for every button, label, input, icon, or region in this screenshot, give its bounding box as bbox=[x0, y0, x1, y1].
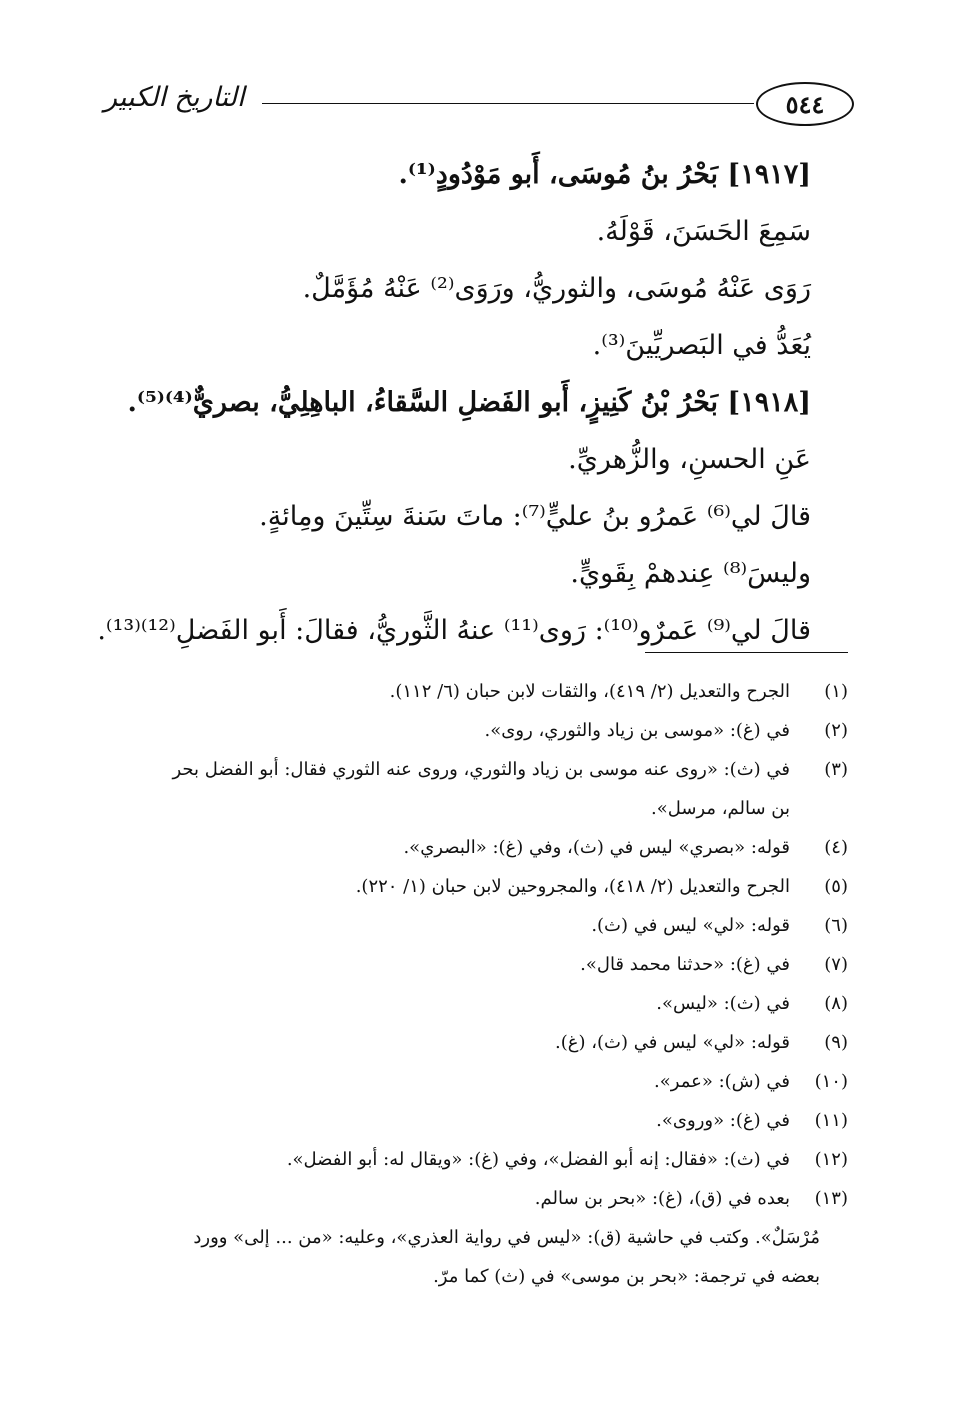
book-title: التاريخ الكبير bbox=[104, 82, 245, 113]
footnote bbox=[103, 1140, 848, 1179]
footnote-text: الجرح والتعديل (٢/ ٤١٨)، والمجروحين لابن حبان (١/ ٢٢٠). bbox=[355, 876, 790, 897]
footnote-separator bbox=[645, 652, 848, 653]
footnote-text: في (غ): «حدثنا محمد قال». bbox=[580, 954, 790, 975]
footnote-text: بعده في (ق)، (غ): «بحر بن سالم. bbox=[534, 1188, 790, 1209]
entry-line: وليسَ⁽⁸⁾ عِندهمْ بِقَويٍّ. bbox=[570, 558, 811, 589]
footnote-text: قوله: «لي» ليس في (ث). bbox=[591, 915, 790, 936]
trailing-note: بعضه في ترجمة: «بحر بن موسى» في (ث) كما مرّ. bbox=[433, 1266, 820, 1287]
footnote-number: (١١) bbox=[814, 1110, 848, 1131]
footnote-number: (١) bbox=[824, 681, 848, 702]
footnote bbox=[103, 672, 848, 711]
entry-line: [١٩١٨] بَحْرُ بْنُ كَنِيزٍ، أَبو الفَضلِ السَّقاءُ، الباهِلِيُّ، بصريٌّ⁽⁴⁾⁽⁵⁾. bbox=[127, 387, 811, 418]
footnote-text: قوله: «لي» ليس في (ث)، (غ). bbox=[554, 1032, 790, 1053]
footnote-number: (٦) bbox=[824, 915, 848, 936]
page-number: ٥٤٤ bbox=[785, 89, 825, 119]
footnote-number: (١٠) bbox=[814, 1071, 848, 1092]
footnote-text: في (ث): «ليس». bbox=[656, 993, 790, 1014]
footnote bbox=[103, 906, 848, 945]
page-number-badge bbox=[756, 82, 854, 126]
footnote-text: قوله: «بصري» ليس في (ث)، وفي (غ): «البصري». bbox=[403, 837, 790, 858]
footnote-text: في (ش): «عمر». bbox=[654, 1071, 790, 1092]
footnote-text: في (غ): «موسى بن زياد والثوري، روى». bbox=[484, 720, 790, 741]
footnote-number: (٥) bbox=[824, 876, 848, 897]
footnote-text: الجرح والتعديل (٢/ ٤١٩)، والثقات لابن حبان (٦/ ١١٢). bbox=[389, 681, 790, 702]
footnote bbox=[103, 1101, 848, 1140]
entry-line: يُعَدُّ في البَصريِّينَ⁽³⁾. bbox=[592, 330, 811, 361]
footnote bbox=[103, 750, 848, 789]
footnote-number: (٣) bbox=[824, 759, 848, 780]
footnote bbox=[103, 867, 848, 906]
footnote-text: في (غ): «وروى». bbox=[656, 1110, 790, 1131]
footnote-number: (٢) bbox=[824, 720, 848, 741]
footnote-number: (٧) bbox=[824, 954, 848, 975]
footnote bbox=[103, 711, 848, 750]
footnotes bbox=[103, 672, 848, 1296]
footnote-continuation: بن سالم، مرسل». bbox=[650, 798, 790, 819]
entry-line: قالَ لي⁽⁶⁾ عَمرُو بنُ عليٍّ⁽⁷⁾: ماتَ سَنةَ سِتِّينَ ومِائةٍ. bbox=[259, 501, 811, 532]
footnote bbox=[103, 945, 848, 984]
footnote-number: (١٣) bbox=[814, 1188, 848, 1209]
running-header bbox=[104, 80, 854, 128]
footnote bbox=[103, 1023, 848, 1062]
footnote-number: (٤) bbox=[824, 837, 848, 858]
header-rule bbox=[262, 103, 754, 104]
footnote bbox=[103, 1062, 848, 1101]
footnote-number: (٩) bbox=[824, 1032, 848, 1053]
footnote-text: في (ث): «روى عنه موسى بن زياد والثوري، وروى عنه الثوري فقال: أبو الفضل بحر bbox=[172, 759, 790, 780]
trailing-note: مُرْسَلٌ». وكتب في حاشية (ق): «ليس في رواية العذري»، وعليه: «من ... إلى» وورد bbox=[193, 1227, 820, 1248]
footnote-text: في (ث): «فقال: إنه أبو الفضل»، وفي (غ): «ويقال له: أبو الفضل». bbox=[286, 1149, 790, 1170]
entry-line: عَنِ الحسنِ، والزُّهريِّ. bbox=[568, 444, 811, 475]
footnote-number: (٨) bbox=[824, 993, 848, 1014]
entry-line: رَوَى عَنْهُ مُوسَى، والثوريُّ، ورَوَى⁽²⁾ عَنْهُ مُؤَمَّلٌ. bbox=[302, 273, 811, 304]
entry-line: سَمِعَ الحَسَنَ، قَوْلَهُ. bbox=[596, 216, 811, 247]
entry-line: [١٩١٧] بَحْرُ بنُ مُوسَى، أَبو مَوْدُودٍ⁽¹⁾. bbox=[398, 159, 811, 190]
footnote bbox=[103, 1179, 848, 1218]
footnote bbox=[103, 984, 848, 1023]
entry-line: قالَ لي⁽⁹⁾ عَمرٌو⁽¹⁰⁾: رَوى⁽¹¹⁾ عنهُ الثَّوريُّ، فقالَ: أَبو الفَضلِ⁽¹²⁾⁽¹³⁾. bbox=[97, 615, 811, 646]
footnote bbox=[103, 828, 848, 867]
footnote-number: (١٢) bbox=[814, 1149, 848, 1170]
main-text bbox=[97, 146, 811, 659]
